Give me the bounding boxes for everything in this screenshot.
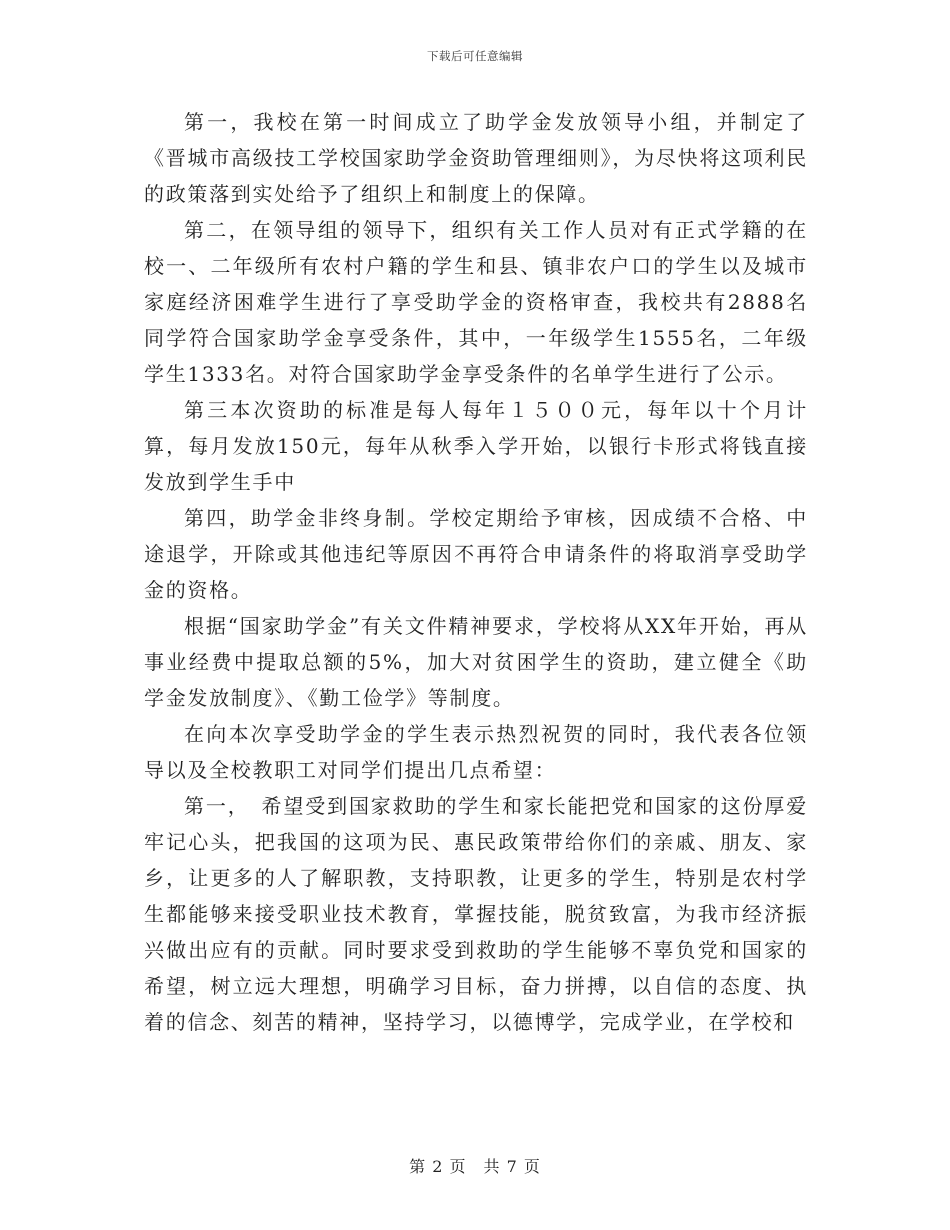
paragraph-5: 根据“国家助学金”有关文件精神要求，学校将从XX年开始，再从事业经费中提取总额的5%，加大对贫困学生的资助，建立健全《助学金发放制度》、《勤工俭学》等制度。 — [144, 614, 808, 710]
footer-middle: 页 共 — [449, 1157, 501, 1176]
paragraph-2: 第二，在领导组的领导下，组织有关工作人员对有正式学籍的在校一、二年级所有农村户籍的学生和县、镇非农户口的学生以及城市家庭经济困难学生进行了享受助学金的资格审查，我校共有2888名同学符合国家助学金享受条件，其中，一年级学生1555名，二年级学生1333名。对符合国家助学金享受条件的名单学生进行了公示。 — [144, 218, 808, 386]
footer-prefix: 第 — [409, 1157, 427, 1176]
paragraph-6: 在向本次享受助学金的学生表示热烈祝贺的同时，我代表各位领导以及全校教职工对同学们提出几点希望： — [144, 722, 808, 782]
footer-suffix: 页 — [523, 1157, 541, 1176]
paragraph-7: 第一， 希望受到国家救助的学生和家长能把党和国家的这份厚爱牢记心头，把我国的这项为民、惠民政策带给你们的亲戚、朋友、家乡，让更多的人了解职教，支持职教，让更多的学生，特别是农村学生都能够来接受职业技术教育，掌握技能，脱贫致富，为我市经济振兴做出应有的贡献。同时要求受到救助的学生能够不辜负党和国家的希望，树立远大理想，明确学习目标，奋力拼搏，以自信的态度、执着的信念、刻苦的精神，坚持学习，以德博学，完成学业，在学校和 — [144, 794, 808, 1034]
paragraph-1: 第一，我校在第一时间成立了助学金发放领导小组，并制定了《晋城市高级技工学校国家助学金资助管理细则》，为尽快将这项利民的政策落到实处给予了组织上和制度上的保障。 — [144, 110, 808, 206]
footer-current-page: 2 — [432, 1157, 444, 1176]
page-header-note: 下载后可任意编辑 — [427, 49, 523, 63]
paragraph-4: 第四，助学金非终身制。学校定期给予审核，因成绩不合格、中途退学，开除或其他违纪等原因不再符合申请条件的将取消享受助学金的资格。 — [144, 506, 808, 602]
document-body — [144, 104, 808, 1040]
page-number-footer — [0, 1154, 950, 1177]
footer-total-pages: 7 — [506, 1157, 518, 1176]
paragraph-3: 第三本次资助的标准是每人每年１５００元，每年以十个月计算，每月发放150元，每年从秋季入学开始，以银行卡形式将钱直接发放到学生手中 — [144, 398, 808, 494]
